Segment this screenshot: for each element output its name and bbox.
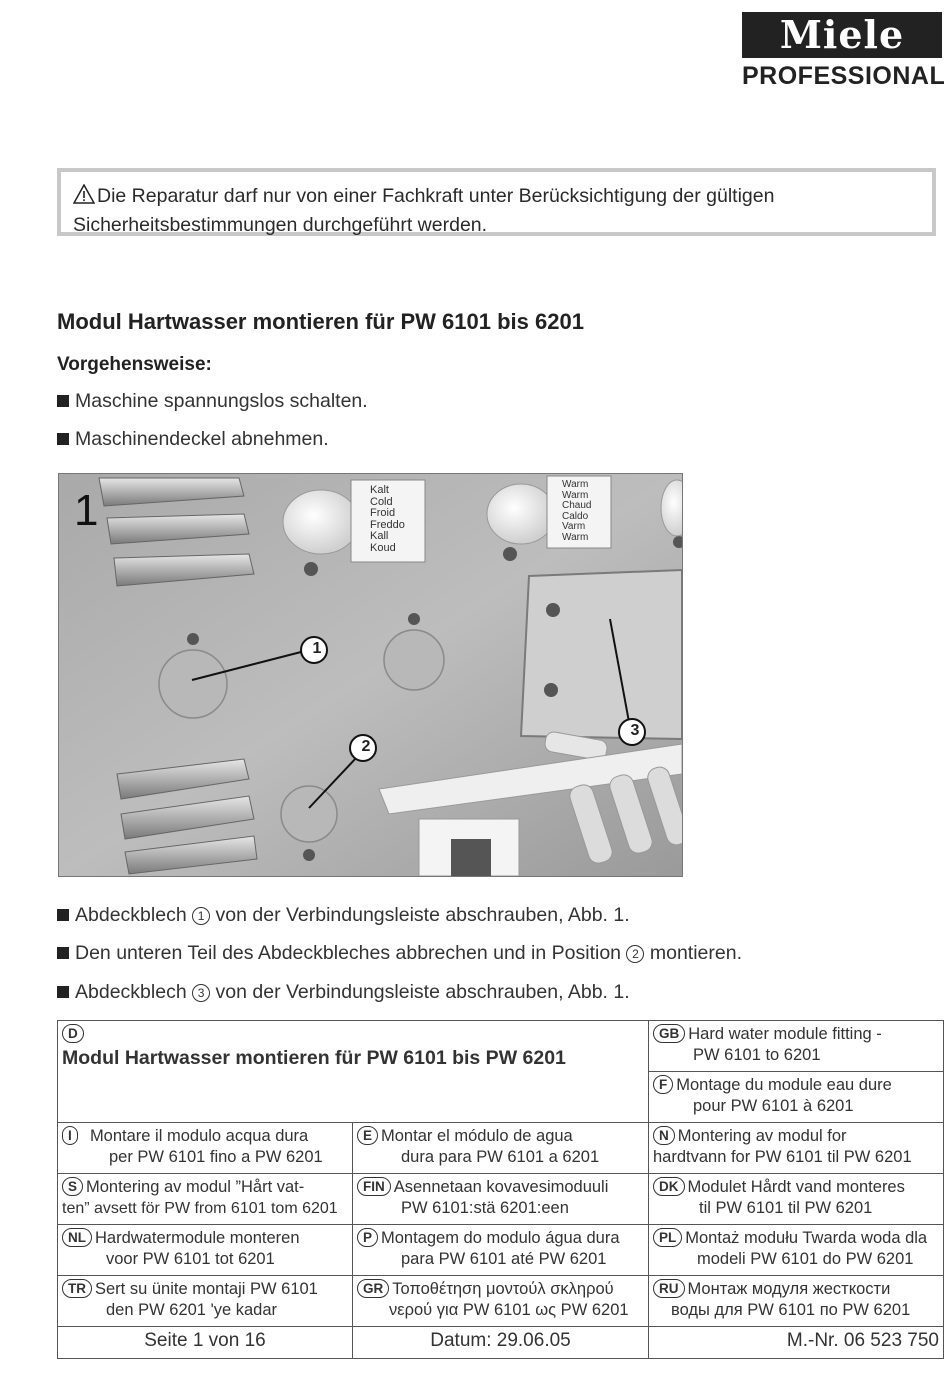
lang-cell-ru: RU Монтаж модуля жесткости воды для PW 6101 по PW 6201 <box>649 1276 944 1327</box>
lang-cell-fr: F Montage du module eau dure pour PW 6101 à 6201 <box>649 1072 944 1123</box>
step-item: Abdeckblech 1 von der Verbindungsleiste abschrauben, Abb. 1. <box>57 904 630 927</box>
lang-cell-pl: PL Montaż modułu Twarda woda dla modeli PW 6101 do PW 6201 <box>649 1225 944 1276</box>
step-item: Abdeckblech 3 von der Verbindungsleiste abschrauben, Abb. 1. <box>57 981 630 1004</box>
miele-logo: Miele <box>742 12 942 58</box>
warning-triangle-icon <box>73 184 95 212</box>
footer-material-number: M.-Nr. 06 523 750 <box>649 1327 944 1359</box>
bullet-square-icon <box>57 433 69 445</box>
footer-page: Seite 1 von 16 <box>58 1327 353 1359</box>
lang-cell-es: E Montar el módulo de agua dura para PW 6101 a 6201 <box>353 1123 649 1174</box>
lang-cell-tr: TR Sert su ünite montaji PW 6101 den PW 6201 'ye kadar <box>58 1276 353 1327</box>
safety-warning-box <box>57 168 936 236</box>
warm-water-label: Warm Warm Chaud Caldo Varm Warm <box>562 479 592 543</box>
lang-cell-gr: GR Τοποθέτηση μοντούλ σκληρού νερού για PW 6101 ως PW 6201 <box>353 1276 649 1327</box>
bullet-square-icon <box>57 986 69 998</box>
figure-number: 1 <box>74 486 99 535</box>
lang-cell-de: D Modul Hartwasser montieren für PW 6101 bis PW 6201 <box>58 1021 649 1123</box>
lang-cell-gb: GB Hard water module fitting - PW 6101 to 6201 <box>649 1021 944 1072</box>
lang-cell-pt: P Montagem do modulo água dura para PW 6101 até PW 6201 <box>353 1225 649 1276</box>
cold-water-label: Kalt Cold Froid Freddo Kall Koud <box>370 484 405 554</box>
language-titles-table <box>57 1020 944 1359</box>
callout-3: 3 <box>630 722 640 739</box>
lang-cell-fi: FIN Asennetaan kovavesimoduuli PW 6101:stä 6201:een <box>353 1174 649 1225</box>
footer-date: Datum: 29.06.05 <box>353 1327 649 1359</box>
logo-subtitle: PROFESSIONAL <box>742 62 946 90</box>
warning-line-2: Sicherheitsbestimmungen durchgeführt werden. <box>73 214 488 236</box>
lang-cell-dk: DK Modulet Hårdt vand monteres til PW 6101 til PW 6201 <box>649 1174 944 1225</box>
procedure-heading: Vorgehensweise: <box>57 354 212 375</box>
bullet-square-icon <box>57 947 69 959</box>
lang-cell-se: S Montering av modul ”Hårt vat- ten” avsett för PW from 6101 tom 6201 <box>58 1174 353 1225</box>
bullet-square-icon <box>57 909 69 921</box>
callout-2: 2 <box>361 738 371 755</box>
warning-line-1: Die Reparatur darf nur von einer Fachkraft unter Berücksichtigung der gültigen <box>97 185 775 207</box>
page-title: Modul Hartwasser montieren für PW 6101 bis 6201 <box>57 309 584 334</box>
lang-cell-nl: NL Hardwatermodule monteren voor PW 6101 tot 6201 <box>58 1225 353 1276</box>
step-item: Maschinendeckel abnehmen. <box>57 428 329 451</box>
step-item: Den unteren Teil des Abdeckbleches abbrechen und in Position 2 montieren. <box>57 942 742 965</box>
lang-cell-no: N Montering av modul for hardtvann for PW 6101 til PW 6201 <box>649 1123 944 1174</box>
step-item: Maschine spannungslos schalten. <box>57 390 368 413</box>
callout-1: 1 <box>312 640 322 657</box>
bullet-square-icon <box>57 395 69 407</box>
lang-cell-it: I Montare il modulo acqua dura per PW 6101 fino a PW 6201 <box>58 1123 353 1174</box>
